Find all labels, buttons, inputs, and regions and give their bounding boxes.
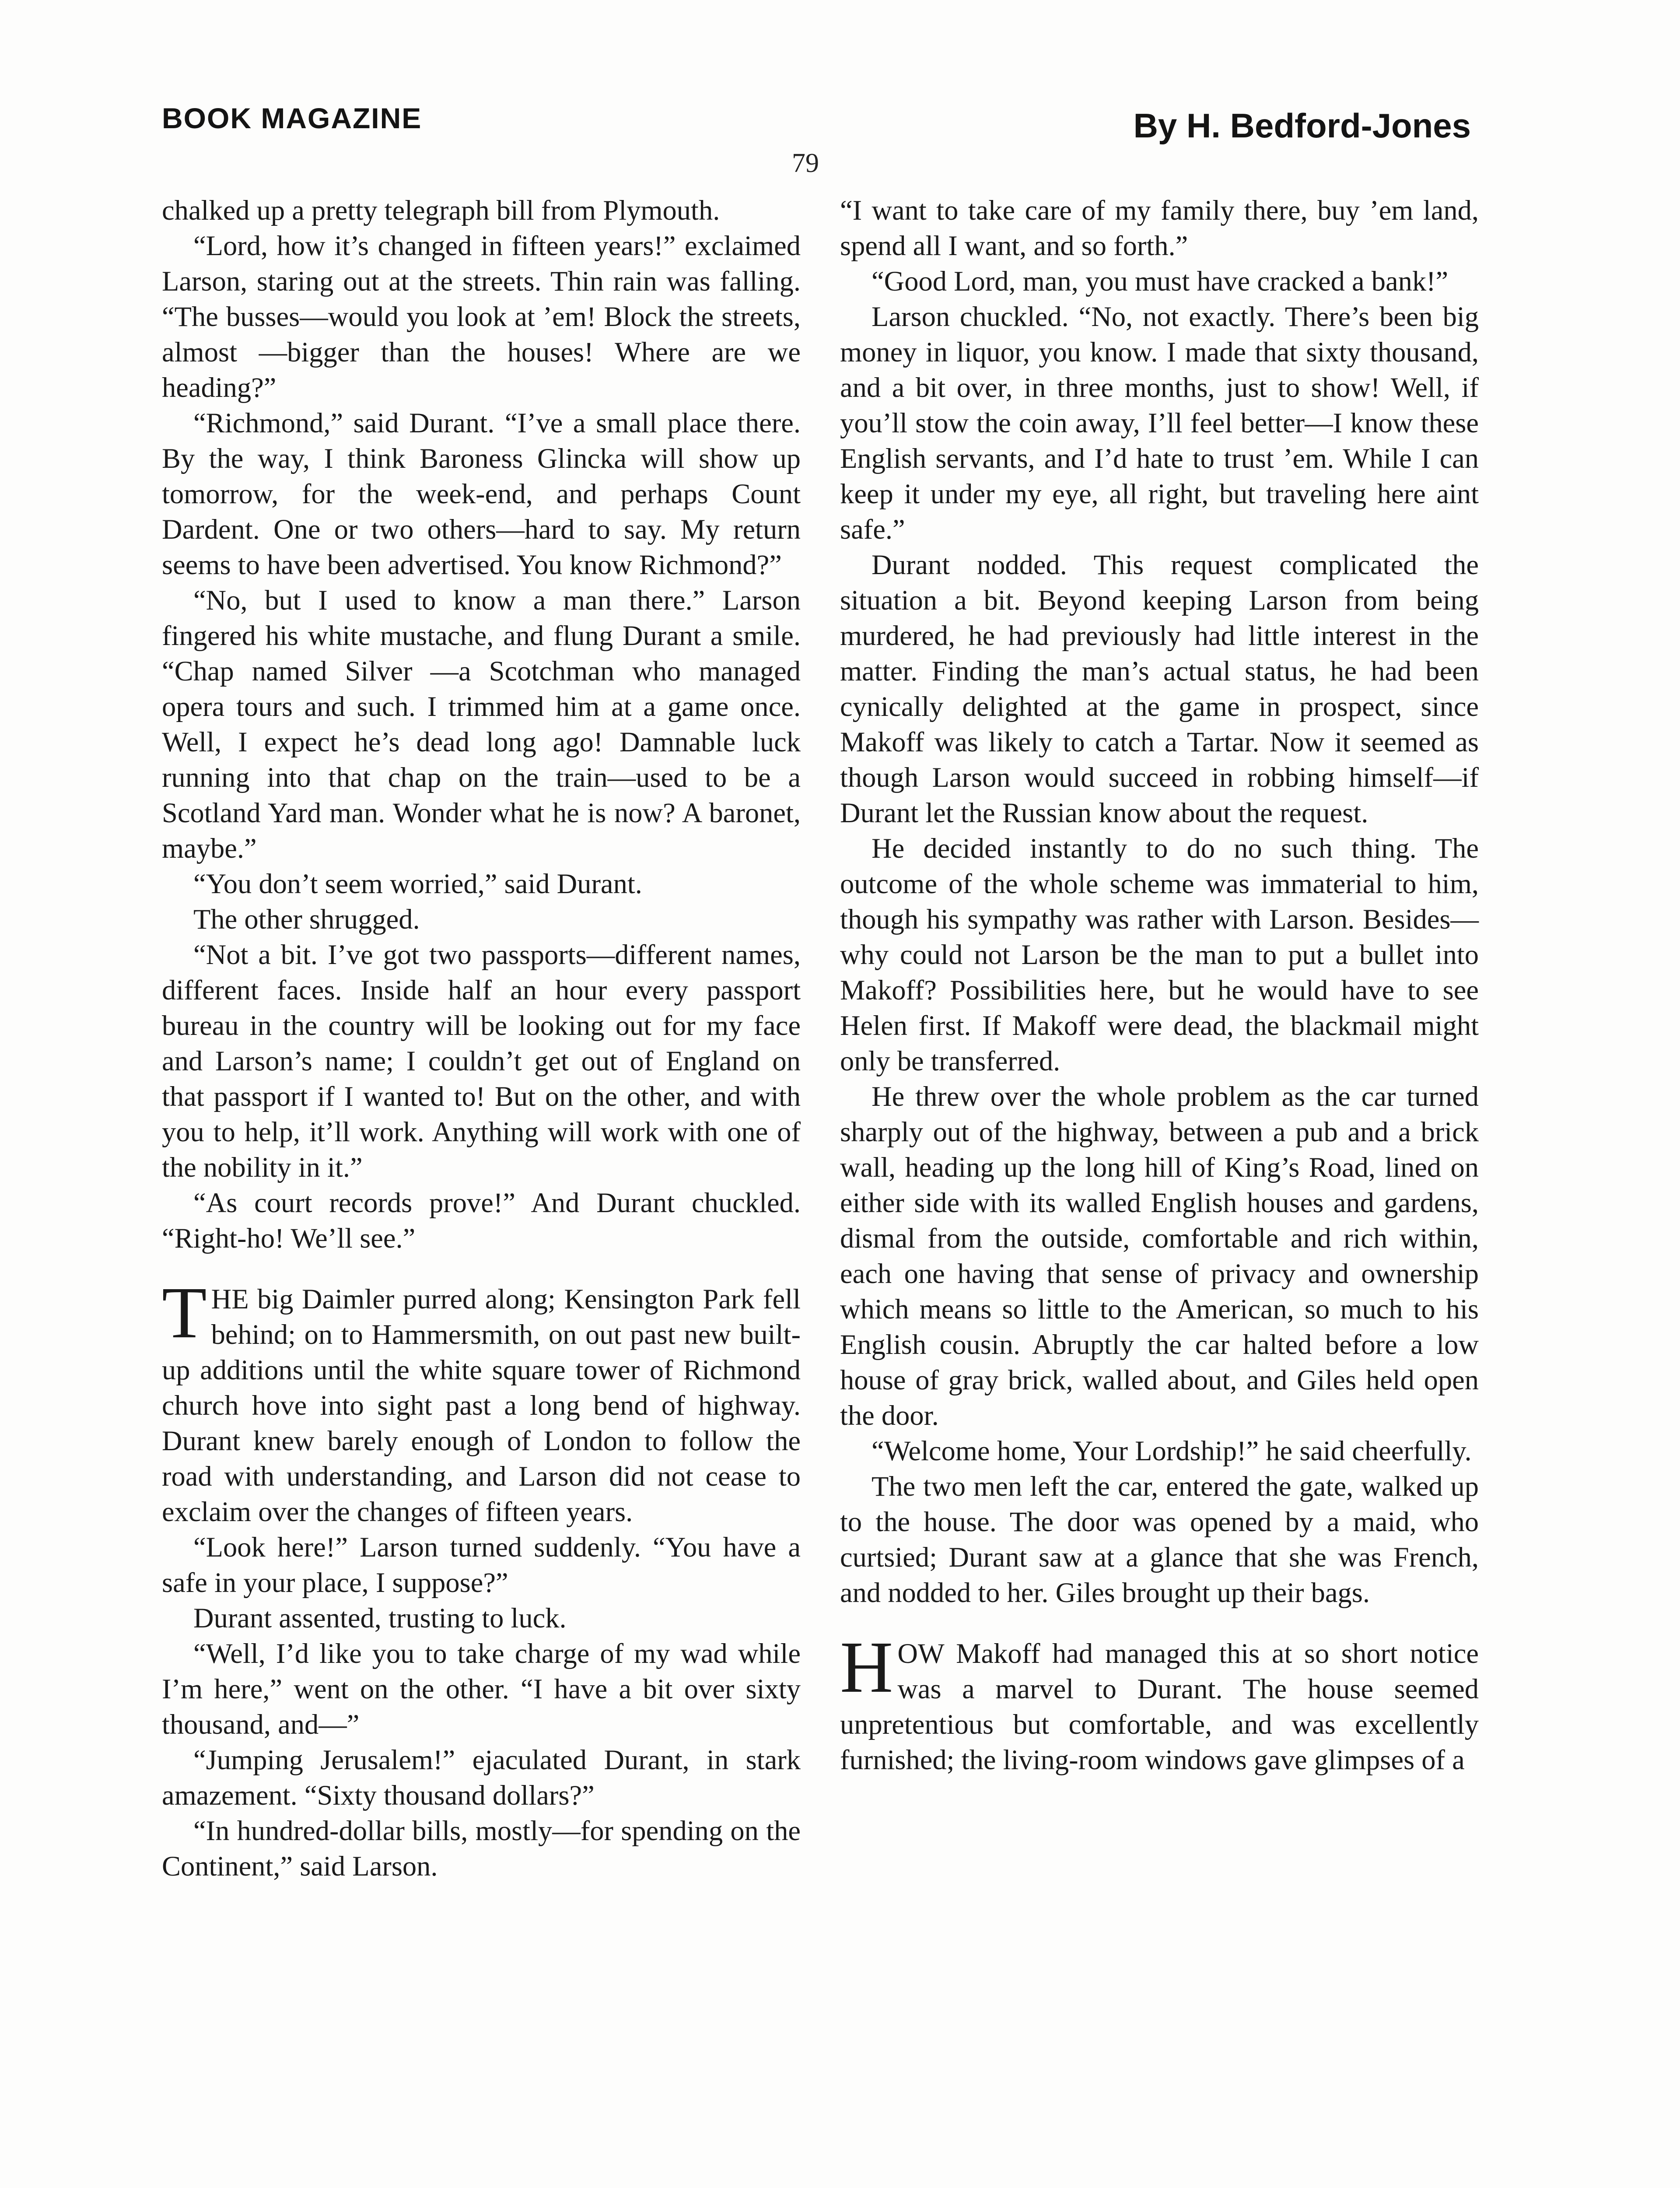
left-text-column — [162, 193, 801, 1884]
drop-cap: T — [162, 1272, 207, 1353]
paragraph: “Look here!” Larson turned suddenly. “You have a safe in your place, I suppose?” — [162, 1532, 801, 1598]
drop-cap: H — [840, 1627, 893, 1708]
paragraph: “Richmond,” said Durant. “I’ve a small place there. By the way, I think Baroness Glincka will show up tomorrow, for the week-end, and perhaps Count Dardent. One or two others—hard to say. My return seems to have been advertised. You know Richmond?” — [162, 407, 801, 580]
paragraph: “No, but I used to know a man there.” Larson fingered his white mustache, and flung Durant a smile. “Chap named Silver —a Scotchman who managed opera tours and such. I trimmed him at a game once. Well, I expect he’s dead long ago! Damnable luck running into that chap on the train—used to be a Scotland Yard man. Wonder what he is now? A baronet, maybe.” — [162, 585, 801, 864]
paragraph: Larson chuckled. “No, not exactly. There’s been big money in liquor, you know. I made that sixty thousand, and a bit over, in three months, just to show! Well, if you’ll stow the coin away, I’ll feel better—I know these English servants, and I’d hate to trust ’em. While I can keep it under my eye, all right, but traveling here aint safe.” — [840, 301, 1479, 545]
paragraph: “Lord, how it’s changed in fifteen years!” exclaimed Larson, staring out at the streets. Thin rain was falling. “The busses—would you look at ’em! Block the streets, almost —bigger than the houses! Where are we heading?” — [162, 230, 801, 403]
paragraph: “Good Lord, man, you must have cracked a bank!” — [872, 266, 1449, 297]
section-paragraph — [840, 1627, 1479, 1778]
paragraph: The two men left the car, entered the gate, walked up to the house. The door was opened by a maid, who curtsied; Durant saw at a glance that she was French, and nodded to her. Giles brought up their bags. — [840, 1471, 1479, 1608]
section-paragraph — [162, 1272, 801, 1529]
paragraph: “Jumping Jerusalem!” ejaculated Durant, in stark amazement. “Sixty thousand dollars?” — [162, 1744, 801, 1811]
paragraph: He decided instantly to do no such thing. The outcome of the whole scheme was immaterial to him, though his sympathy was rather with Larson. Besides—why could not Larson be the man to put a bullet into Makoff? Possibilities here, but he would have to see Helen first. If Makoff were dead, the blackmail might only be transferred. — [840, 833, 1479, 1076]
continued-paragraph: chalked up a pretty telegraph bill from Plymouth. — [162, 195, 720, 226]
paragraph: “Well, I’d like you to take charge of my wad while I’m here,” went on the other. “I have a bit over sixty thousand, and—” — [162, 1638, 801, 1740]
author-byline: By H. Bedford-Jones — [1133, 106, 1471, 145]
paragraph: Durant assented, trusting to luck. — [193, 1602, 567, 1634]
paragraph: Durant nodded. This request complicated the situation a bit. Beyond keeping Larson from being murdered, he had previously had little interest in the matter. Finding the man’s actual status, he had been cynically delighted at the game in prospect, since Makoff was likely to catch a Tartar. Now it seemed as though Larson would succeed in robbing himself—if Durant let the Russian know about the request. — [840, 549, 1479, 828]
paragraph: The other shrugged. — [193, 904, 420, 935]
right-text-column — [840, 193, 1479, 1778]
paragraph: “You don’t seem worried,” said Durant. — [193, 868, 642, 899]
paragraph: “Welcome home, Your Lordship!” he said cheerfully. — [872, 1435, 1472, 1466]
paragraph: “Not a bit. I’ve got two passports—different names, different faces. Inside half an hour every passport bureau in the country will be looking out for my face and Larson’s name; I couldn’t get out of England on that passport if I wanted to! But on the other, and with you to help, it’ll work. Anything will work with one of the nobility in it.” — [162, 939, 801, 1183]
paragraph-text: HE big Daimler purred along; Kensington Park fell behind; on to Hammersmith, on out past new built-up additions until the white square tower of Richmond church hove into sight past a long bend of highway. Durant knew barely enough of London to follow the road with understanding, and Larson did not cease to exclaim over the changes of fifteen years. — [162, 1283, 801, 1527]
paragraph: “In hundred-dollar bills, mostly—for spending on the Continent,” said Larson. — [162, 1815, 801, 1882]
paragraph-text: OW Makoff had managed this at so short notice was a marvel to Durant. The house seemed unpretentious but comfortable, and was excellently furnished; the living-room windows gave glimpses of a — [840, 1638, 1479, 1775]
continued-paragraph: “I want to take care of my family there, buy ’em land, spend all I want, and so forth.” — [840, 195, 1479, 261]
paragraph: He threw over the whole problem as the car turned sharply out of the highway, between a pub and a brick wall, heading up the long hill of King’s Road, lined on either side with its walled English houses and gardens, dismal from the outside, comfortable and rich within, each one having that sense of privacy and ownership which means so little to the American, so much to his English cousin. Abruptly the car halted before a low house of gray brick, walled about, and Giles held open the door. — [840, 1081, 1479, 1431]
paragraph: “As court records prove!” And Durant chuckled. “Right-ho! We’ll see.” — [162, 1187, 801, 1254]
page-number: 79 — [792, 148, 819, 178]
magazine-title: BOOK MAGAZINE — [162, 102, 422, 134]
